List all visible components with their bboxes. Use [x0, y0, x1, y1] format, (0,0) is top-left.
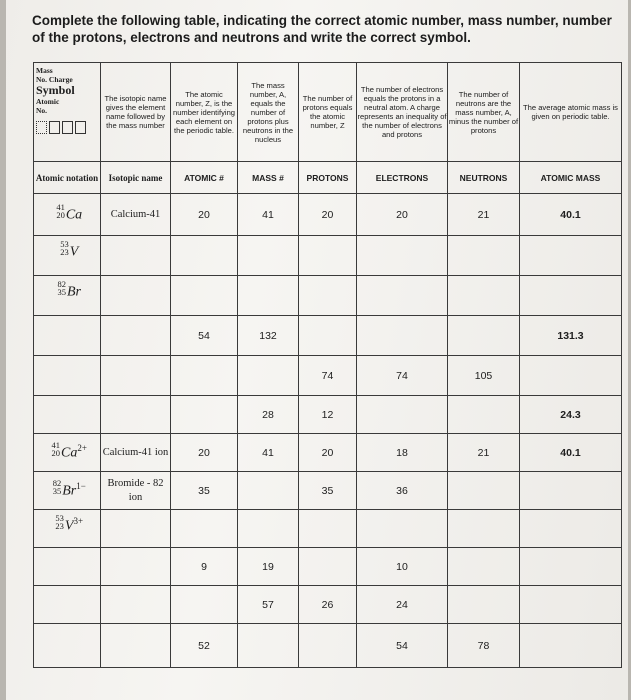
cell-atomic-mass: 131.3	[520, 316, 622, 356]
cell-atomic-notation	[34, 586, 101, 624]
notation-symbol: V	[69, 244, 79, 260]
cell-isotopic-name: Calcium-41	[101, 194, 171, 236]
cell-protons	[299, 548, 357, 586]
notation-charge: 2+	[77, 443, 87, 454]
cell-electrons: 24	[357, 586, 448, 624]
cell-mass-number	[238, 356, 299, 396]
cell-protons: 74	[299, 356, 357, 396]
cell-electrons	[357, 396, 448, 434]
cell-neutrons	[448, 586, 520, 624]
notation-mass: 41	[56, 202, 65, 213]
cell-electrons: 54	[357, 624, 448, 668]
cell-protons	[299, 316, 357, 356]
notation-mass: 41	[51, 440, 61, 451]
cell-mass-number	[238, 510, 299, 548]
cell-atomic-notation	[34, 276, 101, 316]
cell-atomic-mass	[520, 586, 622, 624]
notation-charge: 1−	[76, 481, 86, 492]
worksheet-page	[6, 0, 628, 700]
table-row	[34, 276, 622, 316]
notation-mass: 53	[55, 513, 64, 523]
atomic-notation	[48, 478, 86, 500]
atomic-notation	[52, 202, 83, 224]
cell-isotopic-name: Calcium-41 ion	[101, 434, 171, 472]
cell-atomic-notation	[34, 194, 101, 236]
key-symbol-label: Symbol	[36, 83, 75, 97]
atomic-notation	[47, 440, 87, 462]
cell-isotopic-name	[101, 316, 171, 356]
table-row	[34, 236, 622, 276]
cell-atomic-number	[171, 236, 238, 276]
col-atomic-mass: ATOMIC MASS	[520, 162, 622, 194]
table-row	[34, 586, 622, 624]
cell-mass-number: 132	[238, 316, 299, 356]
table-row	[34, 548, 622, 586]
notation-symbol: Br	[62, 483, 77, 499]
cell-atomic-mass	[520, 548, 622, 586]
atomic-notation	[53, 279, 81, 301]
desc-mass-number: The mass number, A, equals the number of protons plus neutrons in the nucleus	[238, 63, 299, 162]
cell-isotopic-name: Bromide - 82 ion	[101, 472, 171, 510]
cell-atomic-notation	[34, 472, 101, 510]
desc-protons: The number of protons equals the atomic number, Z	[299, 63, 357, 162]
desc-atomic-number: The atomic number, Z, is the number identifying each element on the periodic table.	[171, 63, 238, 162]
table-row	[34, 316, 622, 356]
table-row	[34, 396, 622, 434]
col-mass-number: MASS #	[238, 162, 299, 194]
symbol-key-cell	[34, 63, 101, 162]
cell-protons: 20	[299, 194, 357, 236]
cell-mass-number: 57	[238, 586, 299, 624]
box-icon	[36, 121, 47, 134]
notation-mass: 53	[60, 239, 69, 249]
cell-neutrons	[448, 548, 520, 586]
cell-electrons: 18	[357, 434, 448, 472]
notation-mass: 82	[52, 478, 62, 489]
notation-z: 20	[56, 210, 65, 221]
cell-atomic-mass: 24.3	[520, 396, 622, 434]
cell-neutrons	[448, 236, 520, 276]
cell-atomic-number: 35	[171, 472, 238, 510]
notation-z: 35	[52, 486, 62, 497]
cell-electrons	[357, 316, 448, 356]
key-no-label: No.	[36, 106, 48, 115]
box-icon	[62, 121, 73, 134]
cell-protons: 20	[299, 434, 357, 472]
desc-atomic-mass: The average atomic mass is given on periodic table.	[520, 63, 622, 162]
description-row	[34, 63, 622, 162]
cell-electrons: 36	[357, 472, 448, 510]
symbol-box-diagram	[36, 121, 98, 134]
cell-atomic-number	[171, 586, 238, 624]
cell-neutrons: 21	[448, 434, 520, 472]
atomic-notation	[51, 513, 84, 535]
cell-neutrons	[448, 472, 520, 510]
cell-electrons	[357, 510, 448, 548]
cell-protons: 35	[299, 472, 357, 510]
cell-atomic-mass: 40.1	[520, 434, 622, 472]
cell-electrons	[357, 276, 448, 316]
cell-neutrons	[448, 396, 520, 434]
notation-z: 35	[57, 287, 66, 297]
cell-atomic-notation	[34, 236, 101, 276]
cell-atomic-notation	[34, 316, 101, 356]
cell-isotopic-name	[101, 276, 171, 316]
notation-charge: 3+	[73, 516, 84, 526]
cell-neutrons	[448, 276, 520, 316]
atomic-notation	[56, 239, 79, 261]
cell-protons	[299, 276, 357, 316]
col-protons: PROTONS	[299, 162, 357, 194]
cell-atomic-number	[171, 510, 238, 548]
desc-isotopic-name: The isotopic name gives the element name followed by the mass number	[101, 63, 171, 162]
column-label-row	[34, 162, 622, 194]
cell-neutrons: 78	[448, 624, 520, 668]
cell-atomic-mass	[520, 624, 622, 668]
notation-symbol: Ca	[65, 207, 83, 223]
col-isotopic-name: Isotopic name	[101, 162, 171, 194]
cell-neutrons	[448, 316, 520, 356]
key-mass-label: Mass	[36, 66, 53, 75]
cell-mass-number	[238, 472, 299, 510]
cell-mass-number: 41	[238, 194, 299, 236]
notation-symbol: Ca	[61, 445, 78, 461]
cell-mass-number	[238, 624, 299, 668]
box-icon	[75, 121, 86, 134]
cell-atomic-number: 9	[171, 548, 238, 586]
cell-protons	[299, 510, 357, 548]
cell-protons: 26	[299, 586, 357, 624]
cell-isotopic-name	[101, 510, 171, 548]
table-row	[34, 510, 622, 548]
cell-atomic-mass	[520, 510, 622, 548]
table-body	[34, 194, 622, 668]
cell-mass-number: 28	[238, 396, 299, 434]
notation-z: 20	[51, 448, 61, 459]
table-row	[34, 434, 622, 472]
cell-electrons: 10	[357, 548, 448, 586]
cell-atomic-notation	[34, 548, 101, 586]
cell-electrons: 74	[357, 356, 448, 396]
col-electrons: ELECTRONS	[357, 162, 448, 194]
key-charge-label: No. Charge	[36, 75, 73, 84]
cell-atomic-mass	[520, 472, 622, 510]
cell-mass-number: 19	[238, 548, 299, 586]
cell-atomic-number: 52	[171, 624, 238, 668]
cell-atomic-notation	[34, 356, 101, 396]
desc-electrons: The number of electrons equals the protons in a neutral atom. A charge represents an inequality of the number of electrons and protons	[357, 63, 448, 162]
worksheet-title: Complete the following table, indicating the correct atomic number, mass number, number of the protons, electrons and neutrons and write the correct symbol.	[32, 13, 612, 45]
cell-electrons	[357, 236, 448, 276]
notation-z: 23	[60, 247, 69, 257]
cell-isotopic-name	[101, 586, 171, 624]
cell-atomic-number	[171, 356, 238, 396]
cell-neutrons: 105	[448, 356, 520, 396]
table-row	[34, 624, 622, 668]
cell-atomic-notation	[34, 434, 101, 472]
cell-protons	[299, 624, 357, 668]
cell-electrons: 20	[357, 194, 448, 236]
cell-protons	[299, 236, 357, 276]
cell-atomic-mass	[520, 356, 622, 396]
cell-mass-number	[238, 236, 299, 276]
cell-atomic-number	[171, 396, 238, 434]
cell-atomic-number: 54	[171, 316, 238, 356]
cell-atomic-number: 20	[171, 194, 238, 236]
col-atomic-number: ATOMIC #	[171, 162, 238, 194]
notation-z: 23	[55, 521, 64, 531]
notation-symbol: V	[64, 518, 74, 534]
cell-mass-number: 41	[238, 434, 299, 472]
desc-neutrons: The number of neutrons are the mass number, A, minus the number of protons	[448, 63, 520, 162]
notation-mass: 82	[57, 279, 66, 289]
box-icon	[49, 121, 60, 134]
cell-atomic-mass: 40.1	[520, 194, 622, 236]
cell-isotopic-name	[101, 396, 171, 434]
table-row	[34, 194, 622, 236]
notation-symbol: Br	[67, 284, 81, 300]
cell-protons: 12	[299, 396, 357, 434]
cell-mass-number	[238, 276, 299, 316]
cell-atomic-number: 20	[171, 434, 238, 472]
cell-isotopic-name	[101, 548, 171, 586]
cell-atomic-number	[171, 276, 238, 316]
key-atomic-label: Atomic	[36, 97, 60, 106]
col-atomic-notation: Atomic notation	[34, 162, 101, 194]
cell-atomic-mass	[520, 236, 622, 276]
col-neutrons: NEUTRONS	[448, 162, 520, 194]
cell-atomic-notation	[34, 624, 101, 668]
cell-isotopic-name	[101, 356, 171, 396]
table-row	[34, 472, 622, 510]
cell-isotopic-name	[101, 236, 171, 276]
atomic-table	[33, 62, 622, 668]
cell-atomic-mass	[520, 276, 622, 316]
table-row	[34, 356, 622, 396]
cell-atomic-notation	[34, 396, 101, 434]
cell-isotopic-name	[101, 624, 171, 668]
cell-neutrons	[448, 510, 520, 548]
cell-atomic-notation	[34, 510, 101, 548]
cell-neutrons: 21	[448, 194, 520, 236]
